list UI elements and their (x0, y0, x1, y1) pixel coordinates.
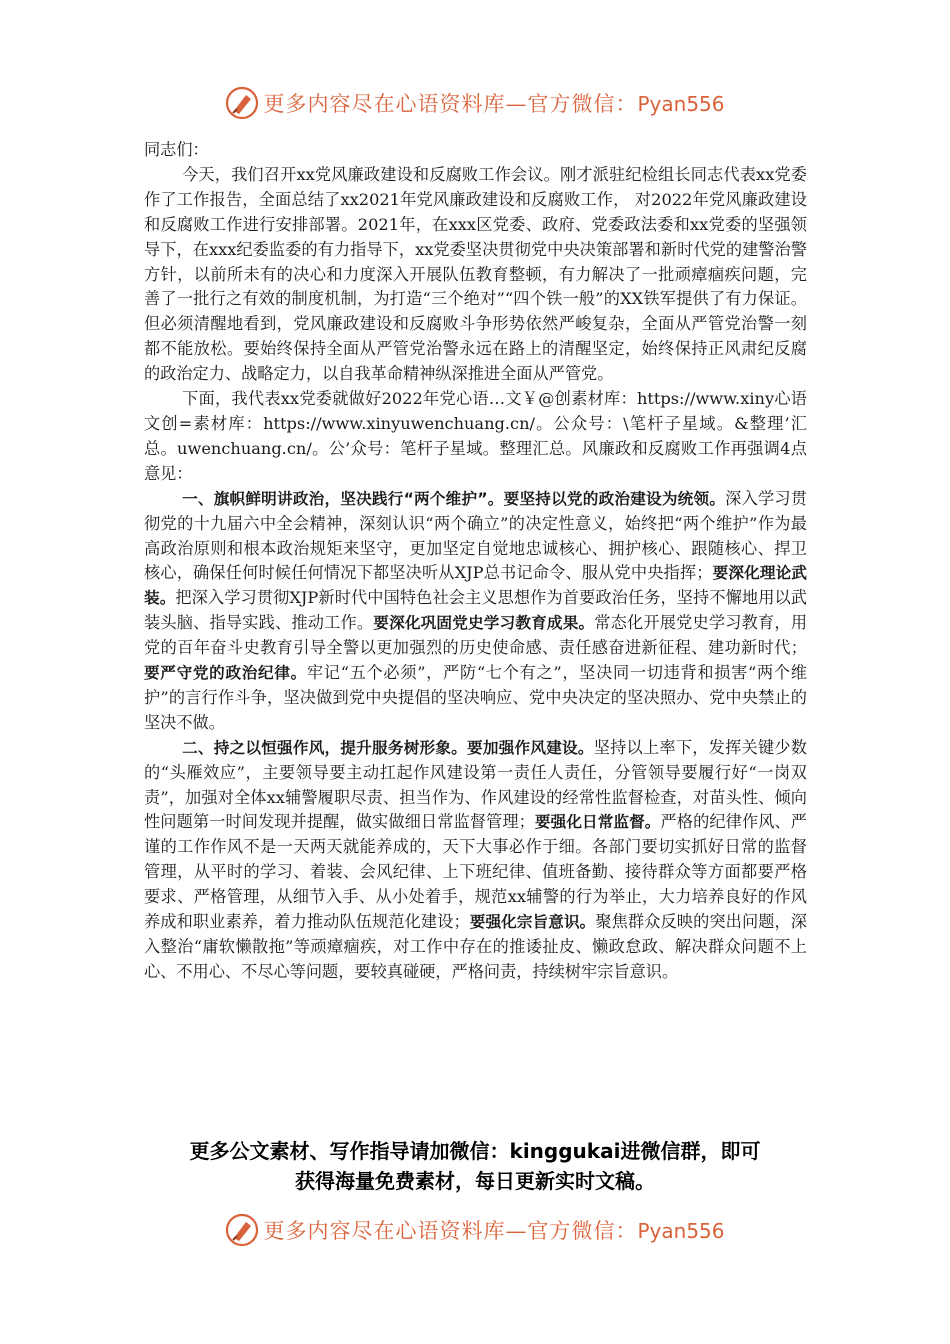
section-2-text-2: 严格的纪律作风、严谨的工作作风不是一天两天就能养成的，天下大事必作于细。各部门要切实抓好日常的监督管理，从平时的学习、着装、会风纪律、上下班纪律、值班备勤、接待群众等方面都要严格要求、严格管理，从细节入手、从小处着手，规范xx辅警的行为举止，大力培养良好的作风养成和职业素养，着力推动队伍规范化建设； (144, 812, 807, 932)
promo-line-1: 更多公文素材、写作指导请加微信：kinggukai进微信群，即可 (189, 1139, 761, 1163)
paragraph-transition: 下面，我代表xx党委就做好2022年党心语…文￥@创素材库：https://www.xiny心语文创=素材库：https://www.xinyuwenchuang.cn/。公众号：\笔杆子星域。&整理’汇总。uwenchuang.cn/。公’众号：笔杆子星域。整理汇总。风廉政和反腐败工作再强调4点意见： (144, 389, 807, 483)
banner-text: 更多内容尽在心语资料库—官方微信：Pyan556 (263, 1219, 725, 1243)
promo-text (120, 1136, 830, 1196)
section-2 (144, 736, 807, 985)
section-1-text-3: 常态化开展党史学习教育，用党的百年奋斗史教育引导全警以更加强烈的历史使命感、责任感奋进新征程、建功新时代； (144, 613, 808, 658)
section-2-heading: 二、持之以恒强作风，提升服务树形象。 (182, 738, 468, 757)
header-banner (0, 83, 950, 123)
section-1 (144, 487, 807, 736)
pen-nib-logo-icon (225, 86, 259, 120)
document-body (144, 138, 807, 985)
section-2-text-1: 坚持以上率下，发挥关键少数的“头雁效应”，主要领导要主动扛起作风建设第一责任人责任，分管领导要履行好“一岗双责”，加强对全体xx辅警履职尽责、担当作为、作风建设的经常性监督检查，对苗头性、倾向性问题第一时间发现并提醒，做实做细日常监督管理； (144, 737, 807, 832)
section-1-point-2: 要深化理论武装。 (144, 564, 807, 608)
footer-banner (0, 1210, 950, 1250)
section-1-text-1: 深入学习贯彻党的十九届六中全会精神，深刻认识“两个确立”的决定性意义，始终把“两个维护”作为最高政治原则和根本政治规矩来坚守，更加坚定自觉地忠诚核心、拥护核心、跟随核心、捍卫核心，确保任何时候任何情况下都坚决听从XJP总书记命令、服从党中央指挥； (144, 488, 808, 583)
promo-line-2: 获得海量免费素材，每日更新实时文稿。 (295, 1169, 655, 1193)
section-2-point-2: 要强化日常监督。 (534, 813, 661, 832)
section-2-point-3: 要强化宗旨意识。 (469, 913, 596, 932)
section-2-text-3: 聚焦群众反映的突出问题，深入整治“庸软懒散拖”等顽瘴痼疾，对工作中存在的推诿扯皮、懒政怠政、解决群众问题不上心、不用心、不尽心等问题，要较真碰硬，严格问责，持续树牢宗旨意识。 (144, 912, 807, 981)
section-1-point-3: 要深化巩固党史学习教育成果。 (373, 614, 595, 633)
section-1-text-2: 把深入学习贯彻XJP新时代中国特色社会主义思想作为首要政治任务，坚持不懈地用以武装头脑、指导实践、推动工作。 (144, 588, 807, 633)
banner-text: 更多内容尽在心语资料库—官方微信：Pyan556 (263, 92, 725, 116)
section-1-point-4: 要严守党的政治纪律。 (144, 664, 307, 683)
section-2-point-1: 要加强作风建设。 (467, 738, 594, 757)
salutation: 同志们： (144, 140, 209, 159)
pen-nib-logo-icon (225, 1213, 259, 1247)
section-1-heading: 一、旗帜鲜明讲政治，坚决践行“两个维护”。 (182, 489, 504, 508)
section-1-point-1: 要坚持以党的政治建设为统领。 (503, 489, 726, 508)
paragraph-intro: 今天，我们召开xx党风廉政建设和反腐败工作会议。刚才派驻纪检组长同志代表xx党委作了工作报告，全面总结了xx2021年党风廉政建设和反腐败工作， 对2022年党风廉政建设和反腐败工作进行安排部署。2021年，在xxx区党委、政府、党委政法委和xx党委的坚强领导下，在xxx纪委监委的有力指导下，xx党委坚决贯彻党中央决策部署和新时代党的建警治警方针，以前所未有的决心和力度深入开展队伍教育整顿，有力解决了一批顽瘴痼疾问题，完善了一批行之有效的制度机制，为打造“三个绝对”“四个铁一般”的XX铁军提供了有力保证。但必须清醒地看到，党风廉政建设和反腐败斗争形势依然严峻复杂，全面从严管党治警一刻都不能放松。要始终保持全面从严管党治警永远在路上的清醒坚定，始终保持正风肃纪反腐的政治定力、战略定力，以自我革命精神纵深推进全面从严管党。 (144, 164, 807, 384)
section-1-text-4: 牢记“五个必须”，严防“七个有之”，坚决同一切违背和损害“两个维护”的言行作斗争，坚决做到党中央提倡的坚决响应、党中央决定的坚决照办、党中央禁止的坚决不做。 (144, 663, 807, 732)
